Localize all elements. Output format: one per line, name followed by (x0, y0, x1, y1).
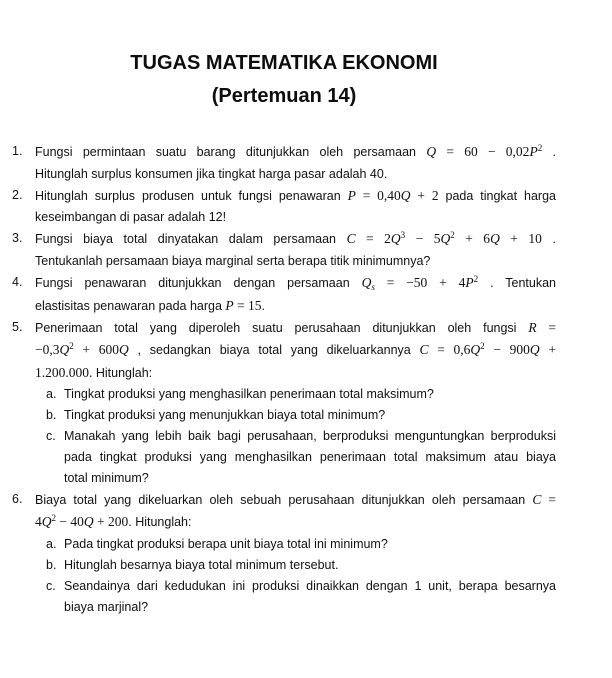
subitem-body (64, 384, 556, 405)
text-run: . Tentukan (478, 276, 556, 290)
text-run: Biaya total yang dikeluarkan oleh sebuah perusahaan ditunjukkan oleh persamaan (35, 493, 533, 507)
math-variable: Q (426, 144, 437, 159)
item-body (35, 317, 556, 489)
item-number: 1. (12, 144, 23, 158)
math-variable: Q (41, 514, 52, 529)
text-line (64, 468, 556, 489)
text-line (64, 597, 556, 618)
question-item (12, 185, 556, 228)
text-run: pada tingkat harga (438, 189, 556, 203)
math-subscript: s (371, 282, 375, 292)
math-run: = (541, 492, 556, 507)
math-run: = 0,6 (428, 342, 471, 357)
math-run: + 10 (499, 231, 542, 246)
math-run: + 200 (93, 514, 129, 529)
math-run: = 2 (355, 231, 391, 246)
text-run: keseimbangan di pasar adalah 12! (35, 210, 227, 224)
text-line (35, 251, 556, 272)
subitem-body (64, 534, 556, 555)
subitem-marker: c. (46, 429, 56, 443)
text-run: pada tingkat produksi yang menghasilkan penerimaan total maksimum atau biaya (64, 450, 556, 464)
math-run: + 6 (454, 231, 491, 246)
text-line (35, 489, 556, 511)
text-line (64, 534, 556, 555)
math-run: = (536, 320, 556, 335)
math-variable: P (225, 298, 234, 313)
subitem (35, 555, 556, 576)
math-run: + 600 (73, 342, 119, 357)
math-run: + (539, 342, 556, 357)
text-run: biaya marjinal? (64, 600, 149, 614)
text-run: . (542, 145, 557, 159)
math-variable: Q (83, 514, 94, 529)
text-run: Hitunglah besarnya biaya total minimum tersebut. (64, 558, 339, 572)
text-run: Tingkat produksi yang menghasilkan penerimaan total maksimum? (64, 387, 434, 401)
subitem-body (64, 426, 556, 489)
math-run: − 40 (56, 514, 84, 529)
text-run: Fungsi permintaan suatu barang ditunjukkan oleh persamaan (35, 145, 427, 159)
text-line (35, 362, 556, 384)
text-line (64, 555, 556, 576)
item-body (35, 185, 556, 228)
math-superscript: 2 (480, 341, 485, 351)
text-line (64, 384, 556, 405)
subitem-marker: c. (46, 579, 56, 593)
subitem (35, 576, 556, 618)
text-run: Fungsi penawaran ditunjukkan dengan persamaan (35, 276, 362, 290)
subitem-marker: b. (46, 408, 57, 422)
math-variable: C (532, 492, 542, 507)
text-line (35, 317, 556, 339)
question-item (12, 141, 556, 185)
text-run: . Hitunglah: (128, 515, 192, 529)
math-run: −0,3 (35, 342, 60, 357)
subitem (35, 534, 556, 555)
math-variable: Q (490, 231, 500, 246)
subitem-body (64, 576, 556, 618)
math-superscript: 3 (400, 230, 406, 240)
text-run: . (541, 232, 556, 246)
text-run: Fungsi biaya total dinyatakan dalam persamaan (35, 232, 347, 246)
subitem (35, 426, 556, 489)
text-run: Penerimaan total yang diperoleh suatu perusahaan ditunjukkan oleh fungsi (35, 321, 529, 335)
text-run: . (261, 299, 266, 313)
subitem-body (64, 405, 556, 426)
math-run: − 5 (405, 231, 441, 246)
math-variable: P (465, 275, 474, 290)
text-run: Manakah yang lebih baik bagi perusahaan, berproduksi menguntungkan berproduksi (64, 429, 556, 443)
subitem (35, 384, 556, 405)
text-line (35, 185, 556, 207)
text-line (35, 511, 556, 534)
text-run: Pada tingkat produksi berapa unit biaya total ini minimum? (64, 537, 388, 551)
question-item (12, 272, 556, 317)
subitem-body (64, 555, 556, 576)
document-subtitle: (Pertemuan 14) (211, 85, 357, 107)
item-number: 2. (12, 188, 23, 202)
item-body (35, 228, 556, 272)
math-variable: C (346, 231, 356, 246)
question-item (12, 317, 556, 489)
math-run: + 2 (410, 188, 439, 203)
item-body (35, 272, 556, 317)
question-list (12, 141, 556, 618)
math-variable: Q (529, 342, 540, 357)
math-variable: P (347, 188, 356, 203)
text-run: elastisitas penawaran pada harga (35, 299, 226, 313)
math-superscript: 2 (537, 143, 543, 153)
item-number: 5. (12, 320, 23, 334)
math-variable: Q (118, 342, 129, 357)
subitem-marker: b. (46, 558, 57, 572)
text-line (35, 228, 556, 251)
item-body (35, 489, 556, 618)
text-run: Tentukanlah persamaan biaya marginal serta berapa titik minimumnya? (35, 254, 431, 268)
math-run: 4 (35, 514, 42, 529)
math-superscript: 2 (69, 341, 74, 351)
text-line (64, 405, 556, 426)
math-run: = 15 (233, 298, 262, 313)
question-item (12, 228, 556, 272)
text-run: Hitunglah surplus konsumen jika tingkat harga pasar adalah 40. (35, 167, 388, 181)
text-line (64, 576, 556, 597)
text-run: Hitunglah: (92, 366, 153, 380)
text-line (35, 339, 556, 362)
math-variable: Q (400, 188, 411, 203)
text-run: Tingkat produksi yang menunjukkan biaya total minimum? (64, 408, 386, 422)
math-run: = 0,40 (355, 188, 401, 203)
math-run: = −50 + 4 (374, 275, 466, 290)
text-run: , sedangkan biaya total yang dikeluarkannya (128, 343, 420, 357)
subitem-marker: a. (46, 387, 57, 401)
item-number: 6. (12, 492, 23, 506)
title-block (12, 47, 556, 113)
math-superscript: 2 (473, 274, 479, 284)
math-run: = 60 − 0,02 (436, 144, 530, 159)
math-variable: Q (390, 231, 401, 246)
math-variable: Q (470, 342, 481, 357)
subitem (35, 405, 556, 426)
text-run: Seandainya dari kedudukan ini produksi dinaikkan dengan 1 unit, berapa besarnya (64, 579, 556, 593)
math-variable: C (419, 342, 429, 357)
text-line (35, 295, 556, 317)
text-line (35, 141, 556, 164)
math-superscript: 2 (51, 513, 56, 523)
math-variable: Q (440, 231, 451, 246)
math-superscript: 2 (450, 230, 455, 240)
text-line (35, 207, 556, 228)
math-variable: Q (59, 342, 70, 357)
subitem-marker: a. (46, 537, 57, 551)
item-number: 3. (12, 231, 23, 245)
item-body (35, 141, 556, 185)
math-run: − 900 (484, 342, 530, 357)
text-line (35, 164, 556, 185)
math-variable: P (529, 144, 538, 159)
text-run: Hitunglah surplus produsen untuk fungsi penawaran (35, 189, 348, 203)
text-run: total minimum? (64, 471, 149, 485)
item-number: 4. (12, 275, 23, 289)
text-line (64, 447, 556, 468)
math-variable: Q (361, 275, 372, 290)
math-variable: R (528, 320, 537, 335)
document-title: TUGAS MATEMATIKA EKONOMI (130, 52, 438, 74)
math-run: 1.200.000. (35, 365, 93, 380)
question-item (12, 489, 556, 618)
text-line (64, 426, 556, 447)
text-line (35, 272, 556, 295)
